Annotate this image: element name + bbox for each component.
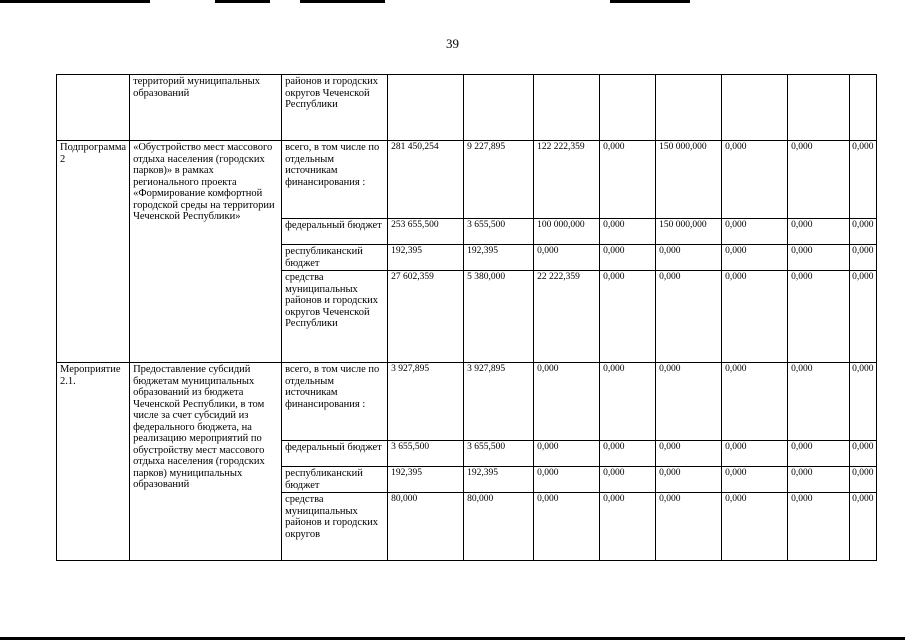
value-cell: 0,000 <box>600 141 656 219</box>
value-cell: 0,000 <box>788 467 850 493</box>
source-cell: федеральный бюджет <box>282 219 388 245</box>
budget-table <box>56 74 877 561</box>
value-cell <box>850 75 877 141</box>
value-cell: 0,000 <box>850 219 877 245</box>
value-cell: 281 450,254 <box>388 141 464 219</box>
value-cell: 122 222,359 <box>534 141 600 219</box>
value-cell: 0,000 <box>722 493 788 561</box>
value-cell: 0,000 <box>600 245 656 271</box>
source-cell: средства муниципальных районов и городских округов Чеченской Республики <box>282 271 388 363</box>
value-cell <box>788 75 850 141</box>
value-cell: 0,000 <box>722 245 788 271</box>
value-cell: 0,000 <box>788 141 850 219</box>
value-cell: 0,000 <box>850 245 877 271</box>
value-cell <box>600 75 656 141</box>
value-cell: 27 602,359 <box>388 271 464 363</box>
value-cell: 0,000 <box>656 467 722 493</box>
value-cell: 80,000 <box>464 493 534 561</box>
value-cell: 22 222,359 <box>534 271 600 363</box>
value-cell: 0,000 <box>722 441 788 467</box>
value-cell <box>464 75 534 141</box>
value-cell: 0,000 <box>850 441 877 467</box>
source-cell: всего, в том числе по отдельным источникам финансирования : <box>282 141 388 219</box>
scan-edge-line <box>610 0 690 3</box>
source-cell: всего, в том числе по отдельным источникам финансирования : <box>282 363 388 441</box>
value-cell: 0,000 <box>656 493 722 561</box>
source-cell: средства муниципальных районов и городских округов <box>282 493 388 561</box>
value-cell: 0,000 <box>600 467 656 493</box>
level-cell <box>57 75 130 141</box>
value-cell: 150 000,000 <box>656 219 722 245</box>
value-cell: 0,000 <box>788 493 850 561</box>
name-cell: «Обустройство мест массового отдыха населения (городских парков)» в рамках регионального проекта «Формирование комфортной городской среды на территории Чеченской Республики» <box>130 141 282 363</box>
value-cell: 192,395 <box>464 245 534 271</box>
value-cell: 80,000 <box>388 493 464 561</box>
level-cell: Подпрограмма 2 <box>57 141 130 363</box>
value-cell <box>388 75 464 141</box>
source-cell: районов и городских округов Чеченской Республики <box>282 75 388 141</box>
value-cell: 0,000 <box>850 363 877 441</box>
value-cell: 9 227,895 <box>464 141 534 219</box>
value-cell: 0,000 <box>534 493 600 561</box>
value-cell: 0,000 <box>600 441 656 467</box>
value-cell: 192,395 <box>464 467 534 493</box>
value-cell: 0,000 <box>722 219 788 245</box>
value-cell <box>534 75 600 141</box>
table-row <box>57 75 877 141</box>
value-cell: 0,000 <box>656 441 722 467</box>
value-cell: 0,000 <box>788 271 850 363</box>
value-cell: 0,000 <box>722 271 788 363</box>
source-cell: федеральный бюджет <box>282 441 388 467</box>
value-cell: 0,000 <box>534 467 600 493</box>
name-cell: территорий муниципальных образований <box>130 75 282 141</box>
value-cell <box>722 75 788 141</box>
value-cell: 0,000 <box>722 467 788 493</box>
value-cell: 0,000 <box>600 363 656 441</box>
value-cell: 3 655,500 <box>464 441 534 467</box>
value-cell: 5 380,000 <box>464 271 534 363</box>
value-cell: 0,000 <box>656 363 722 441</box>
value-cell: 3 655,500 <box>388 441 464 467</box>
value-cell: 3 927,895 <box>388 363 464 441</box>
value-cell: 0,000 <box>850 271 877 363</box>
value-cell: 0,000 <box>850 467 877 493</box>
name-cell: Предоставление субсидий бюджетам муниципальных образований из бюджета Чеченской Республики, в том числе за счет субсидий из федерального бюджета, на реализацию мероприятий по обустройству мест массового отдыха населения (городских парков) муниципальных образований <box>130 363 282 561</box>
value-cell: 192,395 <box>388 467 464 493</box>
value-cell: 100 000,000 <box>534 219 600 245</box>
value-cell: 0,000 <box>788 441 850 467</box>
value-cell: 150 000,000 <box>656 141 722 219</box>
value-cell: 0,000 <box>600 219 656 245</box>
value-cell <box>656 75 722 141</box>
source-cell: республиканский бюджет <box>282 467 388 493</box>
value-cell: 0,000 <box>850 493 877 561</box>
value-cell: 0,000 <box>788 363 850 441</box>
value-cell: 192,395 <box>388 245 464 271</box>
value-cell: 0,000 <box>788 219 850 245</box>
level-cell: Мероприятие 2.1. <box>57 363 130 561</box>
value-cell: 3 655,500 <box>464 219 534 245</box>
table-row <box>57 363 877 441</box>
value-cell: 0,000 <box>534 245 600 271</box>
value-cell: 0,000 <box>600 493 656 561</box>
value-cell: 0,000 <box>722 363 788 441</box>
value-cell: 0,000 <box>656 245 722 271</box>
value-cell: 0,000 <box>534 441 600 467</box>
value-cell: 0,000 <box>600 271 656 363</box>
scan-edge-line <box>300 0 385 3</box>
scan-edge-line <box>215 0 270 3</box>
value-cell: 0,000 <box>788 245 850 271</box>
value-cell: 253 655,500 <box>388 219 464 245</box>
source-cell: республиканский бюджет <box>282 245 388 271</box>
value-cell: 0,000 <box>656 271 722 363</box>
value-cell: 0,000 <box>534 363 600 441</box>
value-cell: 0,000 <box>850 141 877 219</box>
scan-edge-line <box>0 0 150 3</box>
value-cell: 3 927,895 <box>464 363 534 441</box>
page-number: 39 <box>446 36 459 51</box>
table-row <box>57 141 877 219</box>
value-cell: 0,000 <box>722 141 788 219</box>
